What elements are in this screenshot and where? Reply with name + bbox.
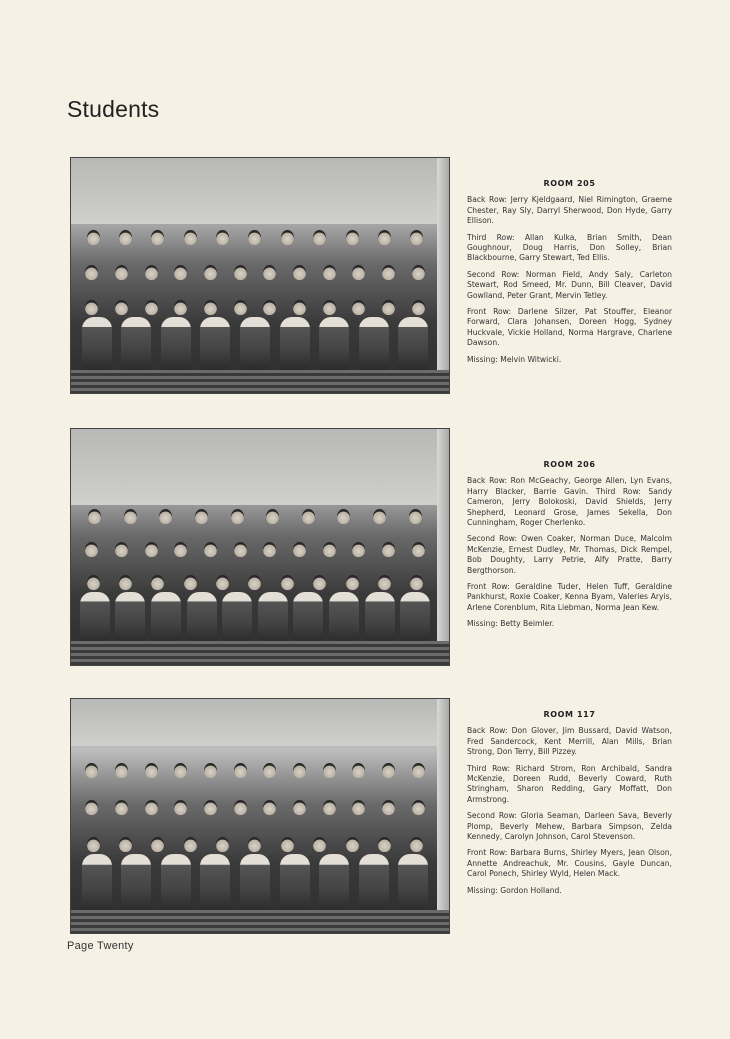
caption-room-117 — [467, 710, 672, 902]
third-row: Third Row: Allan Kulka, Brian Smith, Dean Goughnour, Doug Harris, Don Solley, Brian Blackbourne, Garry Stewart, Ted Ellis. — [467, 232, 672, 263]
page-title: Students — [67, 96, 160, 122]
missing: Missing: Melvin Witwicki. — [467, 354, 562, 364]
front-row: Front Row: Darlene Silzer, Pat Stouffer, Eleanor Forward, Clara Johansen, Doreen Hogg, Sydney Huckvale, Vickie Holland, Norma Hargrave, Charlene Dawson. — [467, 307, 672, 348]
class-photo-room-205 — [70, 157, 450, 394]
second-row: Second Row: Gloria Seaman, Darleen Sava, Beverly Plomp, Beverly Mehew, Barbara Simpson, Zelda Kennedy, Carolyn Johnson, Carol Stevenson. — [467, 811, 672, 842]
second-row: Second Row: Norman Field, Andy Saly, Carleton Stewart, Rod Smeed, Mr. Dunn, Bill Cleaver, David Gowlland, Peter Grant, Mervin Tetley. — [467, 269, 672, 300]
third-row: Third Row: Richard Strom, Ron Archibald, Sandra McKenzie, Doreen Rudd, Beverly Coward, Ruth Stringham, Sharon Redding, Gary Moffatt, Don Armstrong. — [467, 763, 672, 804]
front-row: Front Row: Barbara Burns, Shirley Myers, Jean Olson, Annette Andreachuk, Mr. Cousins, Gayle Duncan, Carol Ponech, Shirley Wyld, Helen Mack. — [467, 848, 672, 879]
page-footer: Page Twenty — [67, 940, 134, 952]
back-row: Back Row: Don Glover, Jim Bussard, David Watson, Fred Sandercock, Kent Merrill, Alan Mills, Brian Strong, Don Terry, Bill Pizzey. — [467, 726, 672, 757]
missing: Missing: Betty Beimler. — [467, 619, 555, 629]
room-title: ROOM 205 — [543, 179, 596, 188]
caption-room-205 — [467, 179, 672, 371]
missing: Missing: Gordon Holland. — [467, 885, 562, 895]
room-title: ROOM 206 — [543, 460, 596, 469]
room-title: ROOM 117 — [543, 710, 596, 719]
back-and-third-row: Back Row: Ron McGeachy, George Allen, Lyn Evans, Harry Blacker, Barrie Gavin. Third Row: Sandy Cameron, Jerry Bolokoski, David Shields, Jerry Shepherd, Leonard Grose, James Sekella, Don Cunningham, Roger Cherlenko. — [467, 476, 672, 528]
class-photo-room-206 — [70, 428, 450, 666]
back-row: Back Row: Jerry Kjeldgaard, Niel Rimington, Graeme Chester, Ray Sly, Darryl Sherwood, Don Hyde, Garry Ellison. — [467, 195, 672, 226]
second-row: Second Row: Owen Coaker, Norman Duce, Malcolm McKenzie, Ernest Dudley, Mr. Thomas, Dick Rempel, Bob Doughty, Larry Petrie, Alfy Pratte, Barry Bergthorson. — [467, 534, 672, 575]
class-photo-room-117 — [70, 698, 450, 934]
caption-room-206 — [467, 460, 672, 636]
front-row: Front Row: Geraldine Tuder, Helen Tuff, Geraldine Pankhurst, Roxie Coaker, Kenna Byam, Valeries Aryis, Arlene Corenblum, Rita Liebman, Norma Jean Kew. — [467, 582, 672, 612]
